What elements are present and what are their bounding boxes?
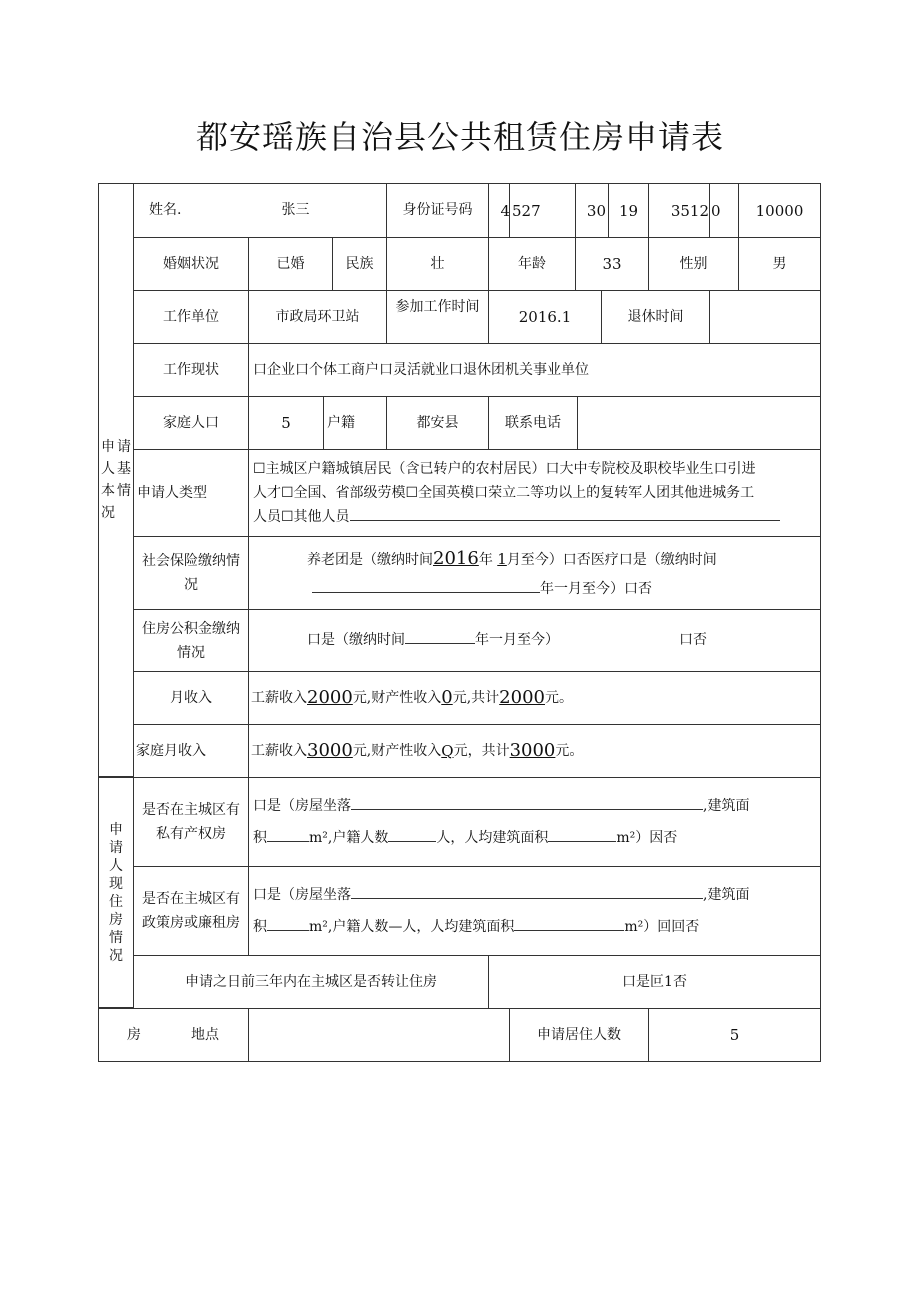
page-title: 都安瑶族自治县公共租赁住房申请表 <box>195 118 724 156</box>
id-part-5: 3512 <box>648 183 710 238</box>
social-insurance-value: 养老团是（缴纳时间2016年 1月至今）口否医疗口是（缴纳时间 年一月至今）口否 <box>248 536 821 610</box>
residents-label: 申请居住人数 <box>509 1008 649 1062</box>
policy-house-value: 口是（房屋坐落 ,建筑面 积 m²,户籍人数—人，人均建筑面积 m²）回回否 <box>248 866 821 956</box>
join-value: 2016.1 <box>488 290 602 344</box>
housing-fund-label: 住房公积金缴纳情况 <box>133 609 249 672</box>
age-label: 年龄 <box>488 237 576 291</box>
name-value: 张三 <box>281 202 310 219</box>
type-line-1: ☐主城区户籍城镇居民（含已转户的农村居民）口大中专院校及职校毕业生口引进 <box>253 461 756 477</box>
id-label: 身份证号码 <box>386 183 489 238</box>
hukou-value: 都安县 <box>386 396 489 450</box>
private-house-value: 口是（房屋坐落 ,建筑面 积 m²,户籍人数 人，人均建筑面积 m²）因否 <box>248 777 821 867</box>
gender-value: 男 <box>738 237 821 291</box>
section-current-housing: 申 请 人 现 住 房 情 况 <box>98 777 134 1008</box>
join-label: 参加工作时间 <box>386 290 489 344</box>
family-label: 家庭人口 <box>133 396 249 450</box>
type-label: 申请人类型 <box>133 449 249 537</box>
retire-label: 退休时间 <box>601 290 710 344</box>
type-options <box>248 449 821 537</box>
type-line-2: 人才☐全国、省部级劳模☐全国英模口荣立二等功以上的复转军人团其他进城务工 <box>253 485 755 501</box>
monthly-income-value: 工薪收入 2000 元,财产性收入 0 元,共计 2000 元。 <box>248 671 821 725</box>
ethnic-value: 壮 <box>386 237 489 291</box>
retire-value <box>709 290 821 344</box>
status-options: 口企业口个体工商户口灵活就业口退休团机关事业单位 <box>248 343 821 397</box>
id-part-3: 30 <box>575 183 609 238</box>
age-value: 33 <box>575 237 649 291</box>
section-applicant-basic: 申 请 人 基 本 情 况 <box>98 183 134 777</box>
house-location-value <box>248 1008 510 1062</box>
marital-value: 已婚 <box>248 237 333 291</box>
pension-year: 2016 <box>433 548 479 570</box>
family-income-label: 家庭月收入 <box>133 724 249 778</box>
residents-value: 5 <box>648 1008 821 1062</box>
private-house-label: 是否在主城区有私有产权房 <box>133 777 249 867</box>
social-insurance-label: 社会保险缴纳情况 <box>133 536 249 610</box>
family-value: 5 <box>248 396 324 450</box>
id-part-2: 527 <box>509 183 576 238</box>
transfer-question: 申请之日前三年内在主城区是否转让住房 <box>133 955 489 1009</box>
family-income-value: 工薪收入 3000 元,财产性收入 Q 元，共计 3000 元。 <box>248 724 821 778</box>
id-part-1: 4 <box>488 183 510 238</box>
policy-house-label: 是否在主城区有政策房或廉租房 <box>133 866 249 956</box>
hukou-label: 户籍 <box>323 396 387 450</box>
marital-label: 婚姻状况 <box>133 237 249 291</box>
pension-month: 1 <box>497 550 507 569</box>
type-line-3: 人员☐其他人员 <box>253 505 780 529</box>
monthly-income-label: 月收入 <box>133 671 249 725</box>
ethnic-label: 民族 <box>332 237 387 291</box>
work-value: 市政局环卫站 <box>248 290 387 344</box>
id-part-4: 19 <box>608 183 649 238</box>
transfer-answer: 口是叵1否 <box>488 955 821 1009</box>
work-label: 工作单位 <box>133 290 249 344</box>
status-label: 工作现状 <box>133 343 249 397</box>
name-label: 姓名. <box>149 202 182 219</box>
housing-fund-no: 口否 <box>679 632 707 649</box>
id-part-6: 0 <box>709 183 739 238</box>
phone-value <box>577 396 821 450</box>
gender-label: 性别 <box>648 237 739 291</box>
housing-fund-value: 口是（缴纳时间 年一月至今） 口否 <box>248 609 821 672</box>
house-location-label: 房 地点 <box>98 1008 249 1062</box>
id-part-7: 10000 <box>738 183 821 238</box>
name-field <box>133 183 387 238</box>
phone-label: 联系电话 <box>488 396 578 450</box>
